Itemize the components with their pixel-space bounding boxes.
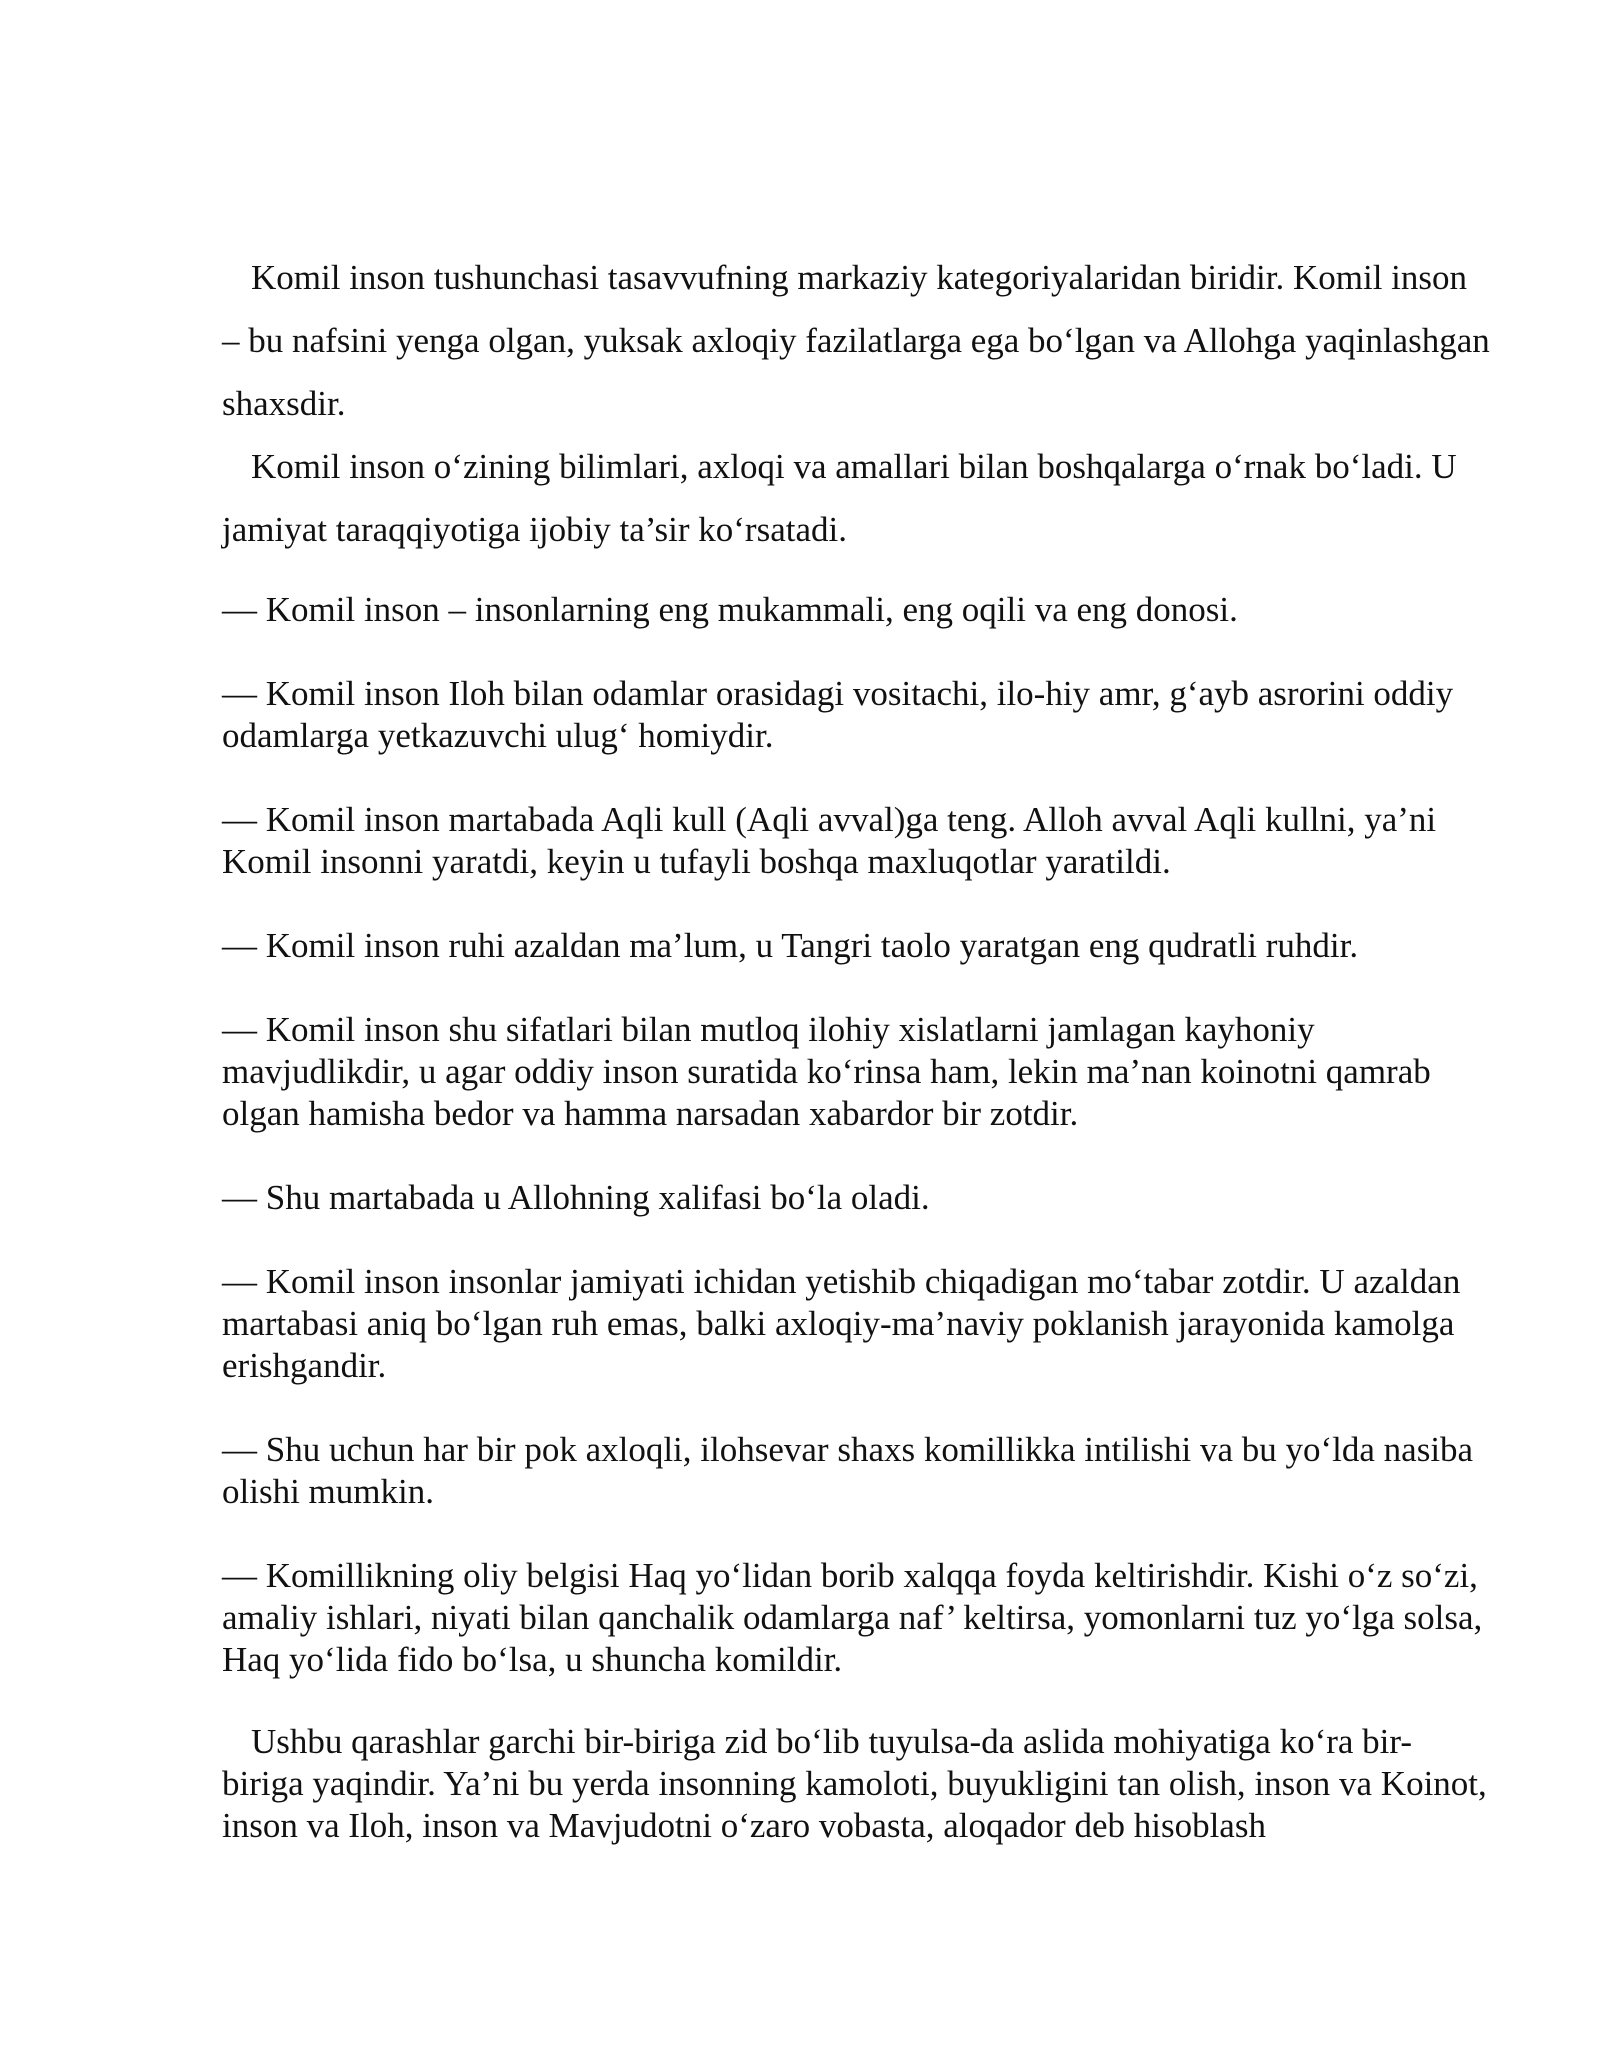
list-item: — Shu uchun har bir pok axloqli, ilohsevar shaxs komillikka intilishi va bu yo‘lda nasiba olishi mumkin. [222, 1430, 1474, 1511]
list-item: — Komil inson – insonlarning eng mukammali, eng oqili va eng donosi. [222, 590, 1238, 629]
list-item: — Komil inson Iloh bilan odamlar orasidagi vositachi, ilo-hiy amr, g‘ayb asrorini oddiy odamlarga yetkazuvchi ulug‘ homiydir. [222, 674, 1454, 755]
list-item: — Komillikning oliy belgisi Haq yo‘lidan borib xalqqa foyda keltirishdir. Kishi o‘z so‘zi, amaliy ishlari, niyati bilan qanchalik odamlarga naf’ keltirsa, yomonlarni tuz yo‘lga solsa, Haq yo‘lida fido bo‘lsa, u shuncha komildir. [222, 1556, 1483, 1679]
list-item: — Komil inson insonlar jamiyati ichidan yetishib chiqadigan mo‘tabar zotdir. U azaldan martabasi aniq bo‘lgan ruh emas, balki axloqiy-ma’naviy poklanish jarayonida kamolga erishgandir. [222, 1262, 1461, 1385]
intro-paragraph: Komil inson tushunchasi tasavvufning markaziy kategoriyalaridan biridir. Komil inson – bu nafsini yenga olgan, yuksak axloqiy fazilatlarga ega bo‘lgan va Allohga yaqinlashgan shaxsdir. [222, 258, 1490, 423]
list-item: — Shu martabada u Allohning xalifasi bo‘la oladi. [222, 1178, 930, 1217]
closing-paragraph: Ushbu qarashlar garchi bir-biriga zid bo‘lib tuyulsa-da aslida mohiyatiga ko‘ra bir-biriga yaqindir. Ya’ni bu yerda insonning kamoloti, buyukligini tan olish, inson va Koinot, inson va Iloh, inson va Mavjudotni o‘zaro vobasta, aloqador deb hisoblash [222, 1722, 1487, 1845]
document-body [222, 246, 1492, 1847]
example-paragraph: Komil inson o‘zining bilimlari, axloqi va amallari bilan boshqalarga o‘rnak bo‘ladi. U jamiyat taraqqiyotiga ijobiy ta’sir ko‘rsatadi. [222, 447, 1457, 549]
list-item: — Komil inson shu sifatlari bilan mutloq ilohiy xislatlarni jamlagan kayhoniy mavjudlikdir, u agar oddiy inson suratida ko‘rinsa ham, lekin ma’nan koinotni qamrab olgan hamisha bedor va hamma narsadan xabardor bir zotdir. [222, 1010, 1431, 1133]
list-item: — Komil inson ruhi azaldan ma’lum, u Tangri taolo yaratgan eng qudratli ruhdir. [222, 926, 1359, 965]
list-item: — Komil inson martabada Aqli kull (Aqli avval)ga teng. Alloh avval Aqli kullni, ya’ni Komil insonni yaratdi, keyin u tufayli boshqa maxluqotlar yaratildi. [222, 800, 1437, 881]
